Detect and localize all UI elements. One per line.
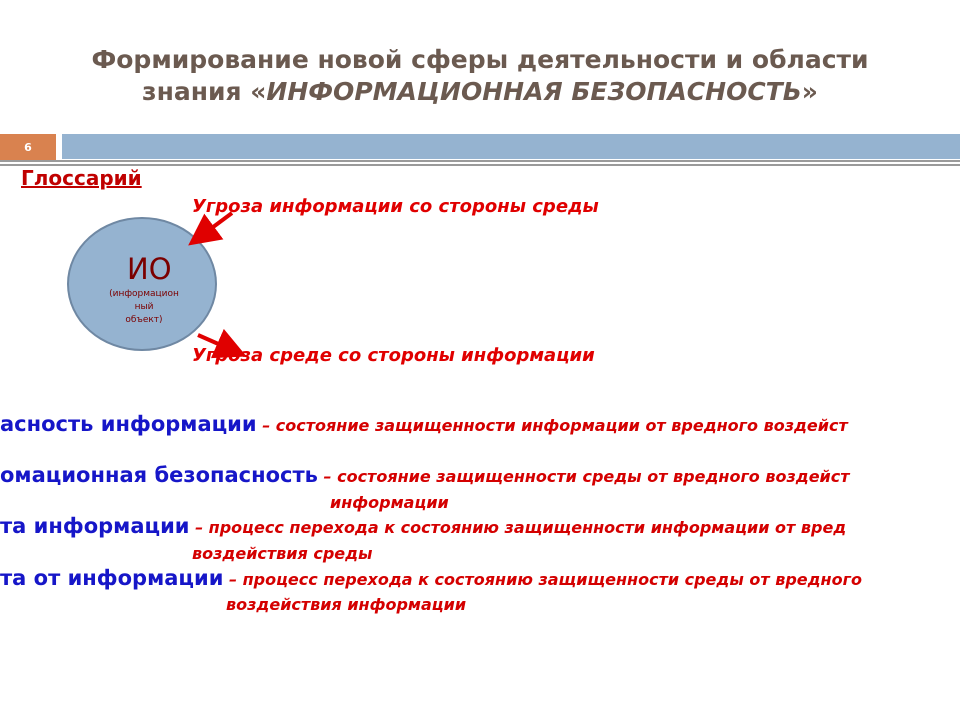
definition-row <box>0 566 862 590</box>
definition-text: – состояние защищенности среды от вредного воздейст <box>317 467 850 486</box>
slide-title-emphasis: ИНФОРМАЦИОННАЯ БЕЗОПАСНОСТЬ <box>266 77 802 106</box>
definition-row <box>0 463 850 487</box>
arrow-out-of-object <box>198 335 232 350</box>
definition-text-continued: воздействия среды <box>192 544 373 563</box>
io-caption-line: объект) <box>125 315 163 325</box>
threat-from-environment-label: Угроза информации со стороны среды <box>192 196 599 217</box>
definition-term: та информации <box>0 514 190 538</box>
definition-text: – состояние защищенности информации от вредного воздейст <box>256 416 848 435</box>
definition-text: – процесс перехода к состоянию защищенности информации от вред <box>189 518 847 537</box>
definition-term: омационная безопасность <box>0 463 318 487</box>
slide-title-line1: Формирование новой сферы деятельности и области <box>91 45 869 74</box>
slide-number: 6 <box>0 134 56 161</box>
arrow-into-object <box>201 213 232 236</box>
threat-to-environment-label: Угроза среде со стороны информации <box>192 345 595 366</box>
io-caption-line: ный <box>134 302 154 312</box>
slide-title-prefix: знания « <box>142 77 267 106</box>
definition-text: – процесс перехода к состоянию защищенности среды от вредного <box>223 570 862 589</box>
definition-term: асность информации <box>0 412 257 436</box>
definition-row <box>0 514 846 538</box>
glossary-heading: Глоссарий <box>21 166 142 190</box>
io-label: ИО <box>127 252 172 286</box>
definition-text-continued: информации <box>330 493 449 512</box>
definition-row <box>0 412 848 436</box>
slide-title-suffix: » <box>801 77 818 106</box>
definition-term: та от информации <box>0 566 224 590</box>
definition-text-continued: воздействия информации <box>226 595 467 614</box>
io-caption-line: (информацион <box>109 289 179 299</box>
